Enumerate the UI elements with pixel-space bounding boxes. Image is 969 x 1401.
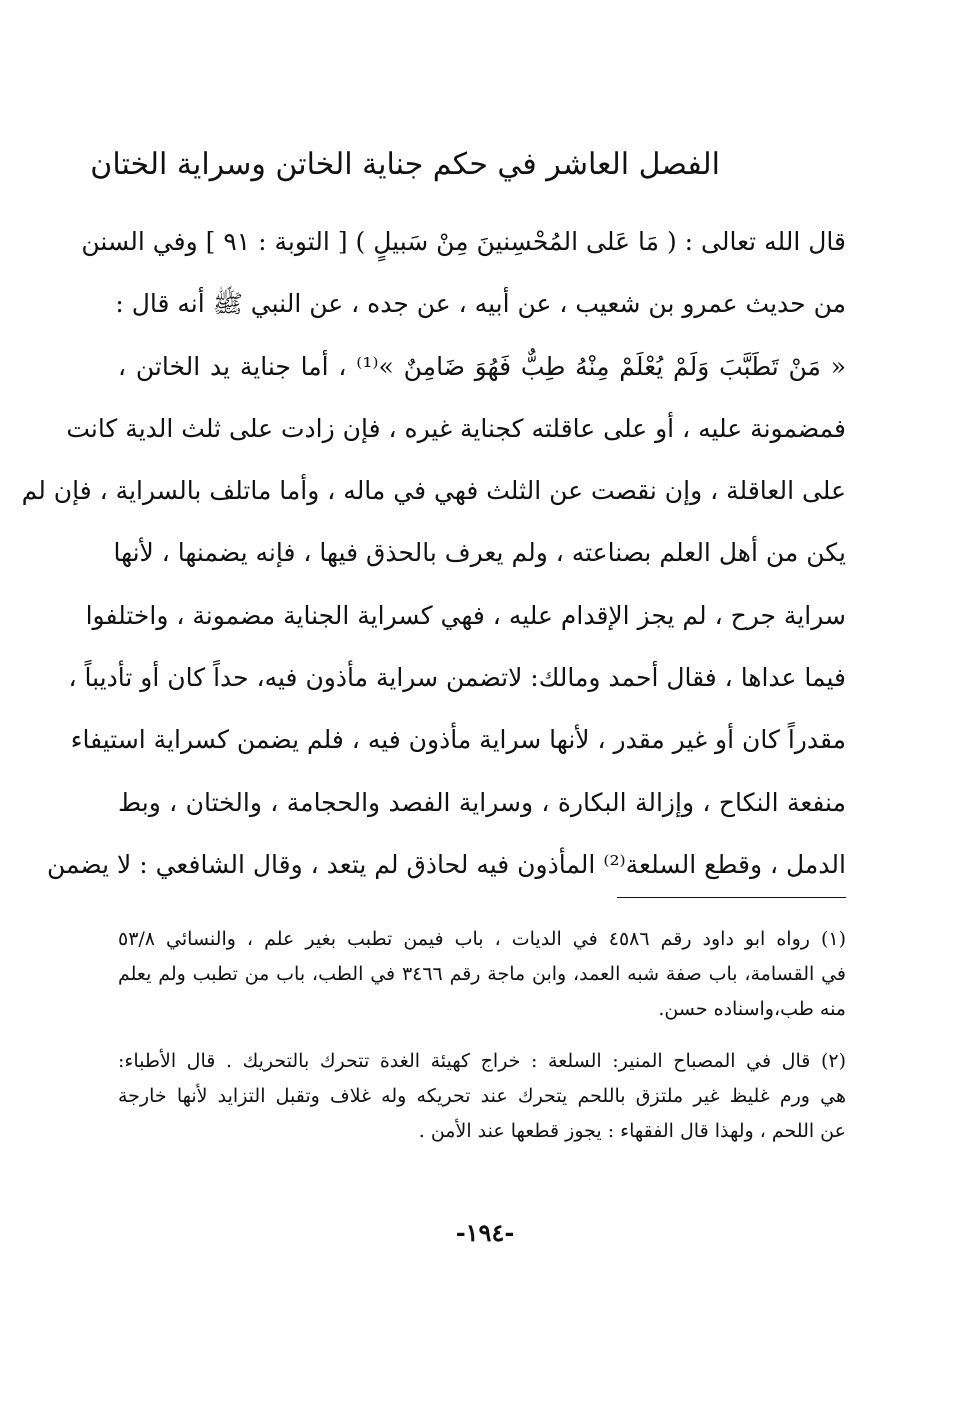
- footnote-line: عن اللحم ، ولهذا قال الفقهاء : يجوز قطعها عند الأمن .: [418, 1120, 846, 1142]
- body-line: مقدراً كان أو غير مقدر ، لأنها سراية مأذون فيه ، فلم يضمن كسراية استيفاء: [70, 725, 846, 755]
- footnote-2: [118, 1044, 846, 1149]
- body-line: على العاقلة ، وإن نقصت عن الثلث فهي في ماله ، وأما ماتلف بالسراية ، فإن لم: [21, 476, 846, 506]
- body-line: فيما عداها ، فقال أحمد ومالك: لاتضمن سراية مأذون فيه، حداً كان أو تأديباً ،: [68, 663, 846, 693]
- body-line: « مَنْ تَطَبَّبَ وَلَمْ يُعْلَمْ مِنْهُ طِبٌّ فَهُوَ ضَامِنٌ »⁽¹⁾ ، أما جناية يد الخاتن ،: [118, 351, 847, 381]
- chapter-title: الفصل العاشر في حكم جناية الخاتن وسراية الختان: [90, 147, 720, 182]
- body-line: منفعة النكاح ، وإزالة البكارة ، وسراية الفصد والحجامة ، والختان ، وبط: [118, 787, 846, 817]
- body-line: سراية جرح ، لم يجز الإقدام عليه ، فهي كسراية الجناية مضمونة ، واختلفوا: [85, 600, 846, 630]
- footnote-line: في القسامة، باب صفة شبه العمد، وابن ماجة رقم ٣٤٦٦ في الطب، باب من تطبب ولم يعلم: [118, 963, 846, 985]
- footnote-line: منه طب،واسناده حسن.: [658, 998, 846, 1020]
- page-number: -١٩٤-: [455, 1218, 515, 1247]
- body-line: من حديث عمرو بن شعيب ، عن أبيه ، عن جده ، عن النبي ﷺ أنه قال :: [115, 289, 846, 319]
- footnote-line: (٢) قال في المصباح المنير: السلعة : خراج كهيئة الغدة تتحرك بالتحريك . قال الأطباء:: [118, 1050, 846, 1072]
- footnote-line: هي ورم غليظ غير ملتزق باللحم يتحرك عند تحريكه وله غلاف وتقبل التزايد لأنها خارجة: [118, 1085, 846, 1107]
- body-line: الدمل ، وقطع السلعة⁽²⁾ المأذون فيه لحاذق لم يتعد ، وقال الشافعي : لا يضمن: [46, 849, 846, 879]
- body-text: [21, 211, 847, 896]
- body-line: يكن من أهل العلم بصناعته ، ولم يعرف بالحذق فيها ، فإنه يضمنها ، لأنها: [113, 538, 846, 568]
- footnote-1: [118, 922, 846, 1027]
- footnote-separator: [617, 897, 846, 898]
- footnotes: [118, 922, 846, 1166]
- footnote-line: (١) رواه ابو داود رقم ٤٥٨٦ في الديات ، باب فيمن تطبب بغير علم ، والنسائي ٥٣/٨: [118, 928, 846, 950]
- body-line: قال الله تعالى : ( مَا عَلى المُحْسِنينَ مِنْ سَبيلٍ ) [ التوبة : ٩١ ] وفي السنن: [81, 227, 846, 256]
- body-line: فمضمونة عليه ، أو على عاقلته كجناية غيره ، فإن زادت على ثلث الدية كانت: [66, 413, 846, 443]
